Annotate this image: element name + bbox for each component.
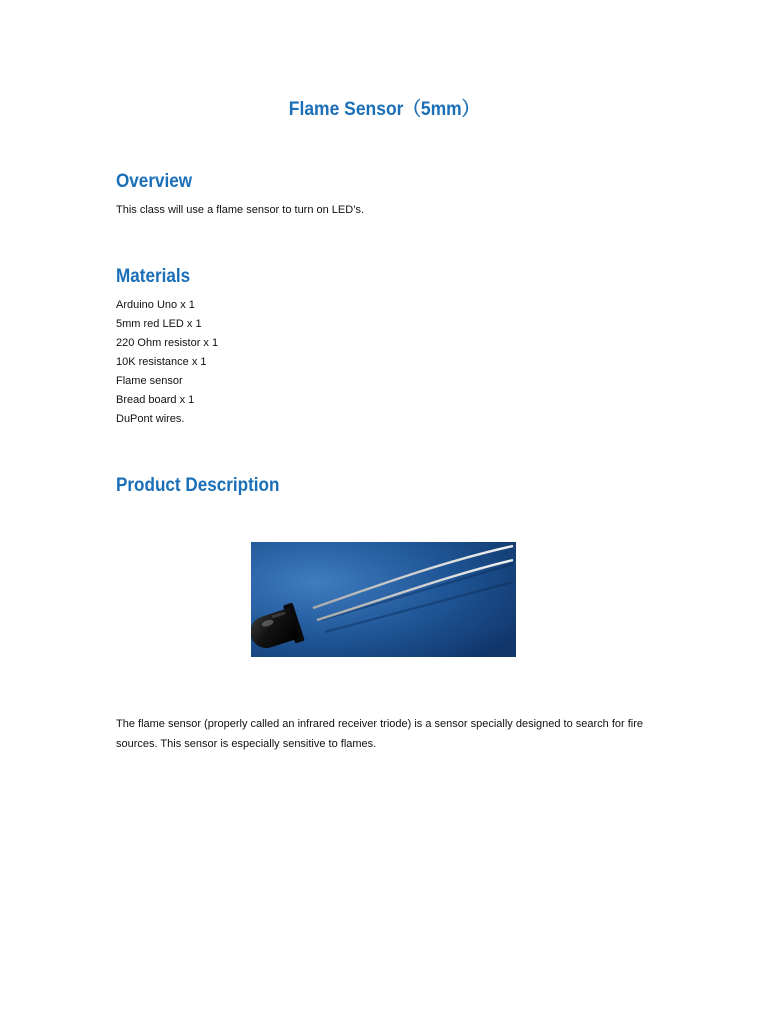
materials-heading: Materials xyxy=(116,266,191,287)
page-title: Flame Sensor（5mm） xyxy=(288,99,480,120)
overview-heading: Overview xyxy=(116,171,193,192)
material-item: Flame sensor xyxy=(116,375,183,387)
material-item: 220 Ohm resistor x 1 xyxy=(116,337,219,349)
overview-text: This class will use a flame sensor to turn on LED’s. xyxy=(116,204,365,216)
product-description-heading: Product Description xyxy=(116,475,280,496)
material-item: Bread board x 1 xyxy=(116,394,195,406)
material-item: Arduino Uno x 1 xyxy=(116,299,195,311)
material-item: DuPont wires. xyxy=(116,413,185,425)
flame-sensor-photo xyxy=(251,542,516,657)
material-item: 10K resistance x 1 xyxy=(116,356,207,368)
product-description-text: The flame sensor (properly called an infrared receiver triode) is a sensor specially designed to search for fire sources. This sensor is especially sensitive to flames. xyxy=(116,718,644,750)
material-item: 5mm red LED x 1 xyxy=(116,318,202,330)
materials-list xyxy=(116,296,218,429)
